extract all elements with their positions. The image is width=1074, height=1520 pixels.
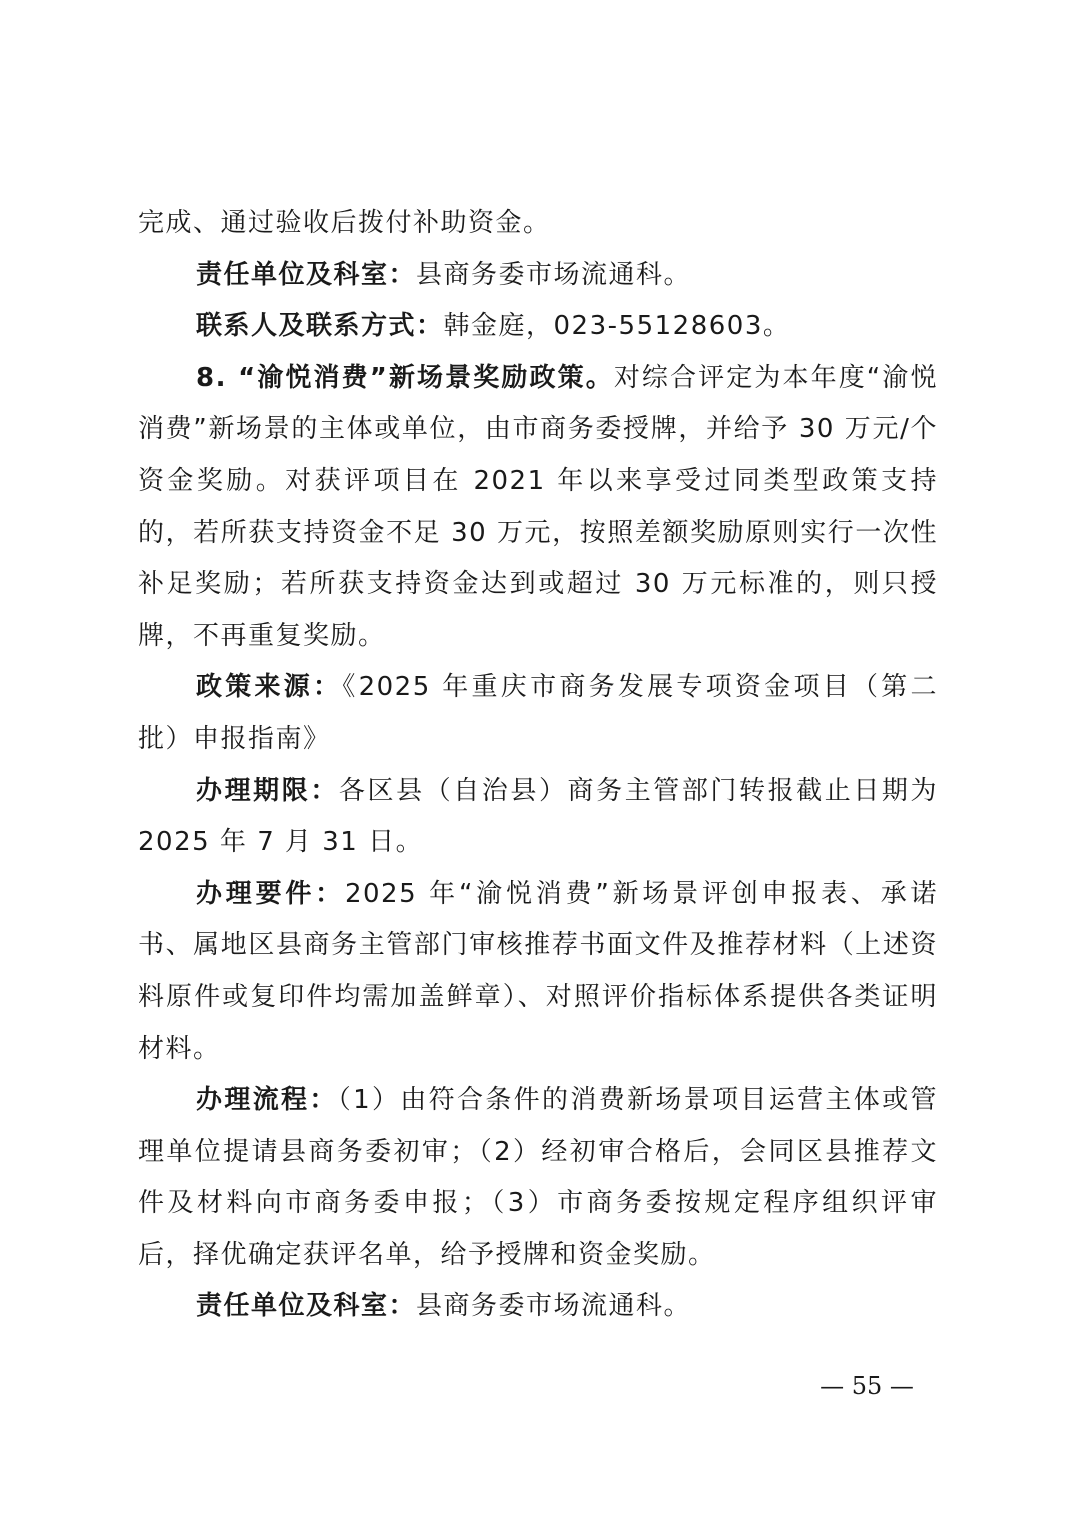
paragraph-label: 办理期限： <box>196 775 339 806</box>
page-number: — 55 — <box>820 1372 914 1400</box>
paragraph-text: 完成、通过验收后拨付补助资金。 <box>138 208 551 238</box>
paragraph-text: 各区县（自治县）商务主管部门转报截止日期为 2025 年 7 月 31 日。 <box>138 775 938 858</box>
paragraph-text: 县商务委市场流通科。 <box>416 259 692 290</box>
paragraph-text: 韩金庭，023-55128603。 <box>443 311 791 342</box>
paragraph-label: 联系人及联系方式： <box>196 311 444 342</box>
paragraph-policy-8 <box>138 353 938 663</box>
paragraph-label: 办理流程： <box>196 1085 338 1116</box>
document-body <box>138 198 938 1333</box>
paragraph-process <box>138 1075 938 1281</box>
paragraph-requirements <box>138 869 938 1075</box>
paragraph-text: 对综合评定为本年度“渝悦消费”新场景的主体或单位，由市商务委授牌，并给予 30 万元/个资金奖励。对获评项目在 2021 年以来享受过同类型政策支持的，若所获支持资金不足 30 万元，按照差额奖励原则实行一次性补足奖励；若所获支持资金达到或超过 30 万元标准的，则只授牌，不再重复奖励。 <box>138 362 938 651</box>
paragraph-responsible-unit-2 <box>138 1281 938 1333</box>
paragraph-text: 《2025 年重庆市商务发展专项资金项目（第二批）申报指南》 <box>138 672 938 754</box>
paragraph-label: 办理要件： <box>196 878 345 909</box>
paragraph-label: 责任单位及科室： <box>196 1291 417 1322</box>
paragraph-policy-source <box>138 662 938 765</box>
paragraph-responsible-unit <box>138 250 938 302</box>
paragraph-label: 责任单位及科室： <box>196 259 417 290</box>
paragraph-text: 2025 年“渝悦消费”新场景评创申报表、承诺书、属地区县商务主管部门审核推荐书面文件及推荐材料（上述资料原件或复印件均需加盖鲜章）、对照评价指标体系提供各类证明材料。 <box>138 878 938 1064</box>
paragraph-contact <box>138 301 938 353</box>
paragraph-text: （1）由符合条件的消费新场景项目运营主体或管理单位提请县商务委初审；（2）经初审合格后，会同区县推荐文件及材料向市商务委申报；（3）市商务委按规定程序组织评审后，择优确定获评名单，给予授牌和资金奖励。 <box>138 1085 938 1270</box>
paragraph-text: 县商务委市场流通科。 <box>416 1291 692 1322</box>
paragraph-deadline <box>138 766 938 869</box>
paragraph-label: 政策来源： <box>196 672 343 703</box>
policy-heading: 8. “渝悦消费”新场景奖励政策。 <box>196 362 614 393</box>
paragraph-completion <box>138 198 938 250</box>
